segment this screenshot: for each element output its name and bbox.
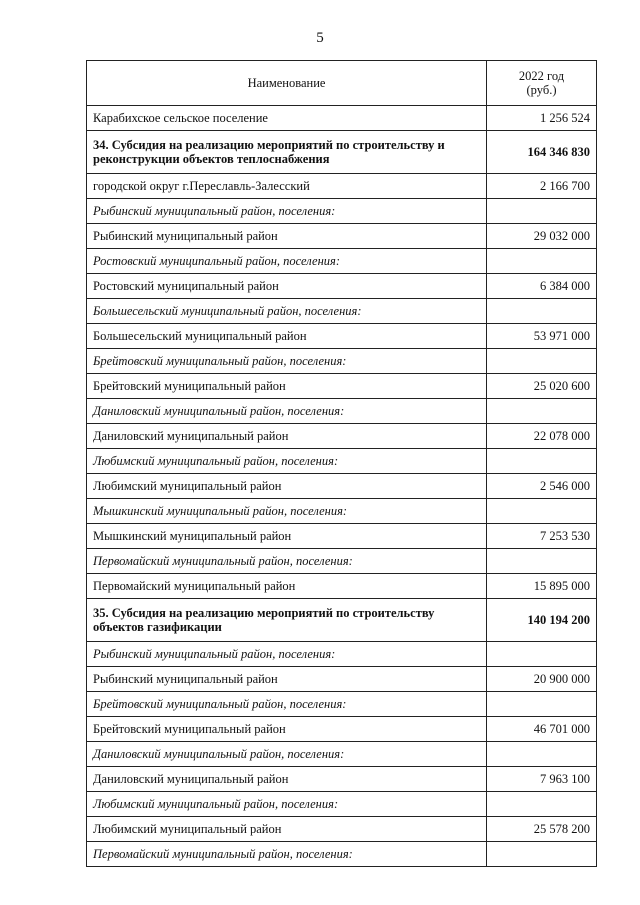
budget-table	[86, 60, 597, 867]
row-name: Рыбинский муниципальный район, поселения:	[87, 199, 487, 224]
row-value: 2 546 000	[487, 474, 597, 499]
row-name: Даниловский муниципальный район, поселения:	[87, 742, 487, 767]
row-value	[487, 842, 597, 867]
table-row	[87, 249, 597, 274]
table-row	[87, 842, 597, 867]
row-name: Любимский муниципальный район, поселения:	[87, 449, 487, 474]
table-row	[87, 549, 597, 574]
row-value	[487, 742, 597, 767]
row-name: Даниловский муниципальный район	[87, 424, 487, 449]
row-name: Рыбинский муниципальный район	[87, 224, 487, 249]
table-row	[87, 599, 597, 642]
table-row	[87, 324, 597, 349]
row-name: Первомайский муниципальный район, поселения:	[87, 842, 487, 867]
row-name: Большесельский муниципальный район, поселения:	[87, 299, 487, 324]
table-body	[87, 106, 597, 867]
table-row	[87, 131, 597, 174]
table-row	[87, 374, 597, 399]
row-name: Любимский муниципальный район	[87, 817, 487, 842]
table-row	[87, 424, 597, 449]
table-row	[87, 399, 597, 424]
row-name: Любимский муниципальный район	[87, 474, 487, 499]
row-name: Первомайский муниципальный район, поселения:	[87, 549, 487, 574]
table-row	[87, 817, 597, 842]
row-name: Даниловский муниципальный район	[87, 767, 487, 792]
table-row	[87, 274, 597, 299]
table-row	[87, 106, 597, 131]
table-row	[87, 792, 597, 817]
table-header-row	[87, 61, 597, 106]
row-value: 25 020 600	[487, 374, 597, 399]
row-value: 140 194 200	[487, 599, 597, 642]
table-row	[87, 499, 597, 524]
row-value: 20 900 000	[487, 667, 597, 692]
row-name: Первомайский муниципальный район	[87, 574, 487, 599]
row-value	[487, 299, 597, 324]
row-value: 46 701 000	[487, 717, 597, 742]
table-row	[87, 174, 597, 199]
row-value	[487, 692, 597, 717]
row-value: 1 256 524	[487, 106, 597, 131]
row-name: Карабихское сельское поселение	[87, 106, 487, 131]
row-name: Рыбинский муниципальный район, поселения:	[87, 642, 487, 667]
header-year: 2022 год (руб.)	[487, 61, 597, 106]
table-row	[87, 667, 597, 692]
row-name: Брейтовский муниципальный район, поселения:	[87, 349, 487, 374]
row-value	[487, 449, 597, 474]
row-name: Любимский муниципальный район, поселения:	[87, 792, 487, 817]
row-value: 53 971 000	[487, 324, 597, 349]
table-row	[87, 299, 597, 324]
row-name: Ростовский муниципальный район, поселения:	[87, 249, 487, 274]
table-row	[87, 742, 597, 767]
row-value	[487, 399, 597, 424]
table-row	[87, 349, 597, 374]
table-row	[87, 574, 597, 599]
table-row	[87, 199, 597, 224]
table-row	[87, 642, 597, 667]
row-value: 7 253 530	[487, 524, 597, 549]
row-value: 2 166 700	[487, 174, 597, 199]
row-value	[487, 249, 597, 274]
table-row	[87, 717, 597, 742]
row-name: Мышкинский муниципальный район	[87, 524, 487, 549]
row-name: Даниловский муниципальный район, поселения:	[87, 399, 487, 424]
row-name: Брейтовский муниципальный район	[87, 374, 487, 399]
row-value: 15 895 000	[487, 574, 597, 599]
row-value: 22 078 000	[487, 424, 597, 449]
row-value	[487, 642, 597, 667]
page-number: 5	[316, 30, 324, 46]
row-name: Рыбинский муниципальный район	[87, 667, 487, 692]
row-value: 164 346 830	[487, 131, 597, 174]
row-name: 34. Субсидия на реализацию мероприятий по строительству и реконструкции объектов теплоснабжения	[87, 131, 487, 174]
row-value: 6 384 000	[487, 274, 597, 299]
header-name: Наименование	[87, 61, 487, 106]
row-value	[487, 792, 597, 817]
row-name: Большесельский муниципальный район	[87, 324, 487, 349]
row-name: 35. Субсидия на реализацию мероприятий по строительству объектов газификации	[87, 599, 487, 642]
row-value: 7 963 100	[487, 767, 597, 792]
row-name: Брейтовский муниципальный район	[87, 717, 487, 742]
table-row	[87, 767, 597, 792]
table-row	[87, 224, 597, 249]
row-name: Ростовский муниципальный район	[87, 274, 487, 299]
row-value: 25 578 200	[487, 817, 597, 842]
row-value	[487, 349, 597, 374]
table-row	[87, 449, 597, 474]
table-row	[87, 474, 597, 499]
row-name: Мышкинский муниципальный район, поселения:	[87, 499, 487, 524]
row-name: городской округ г.Переславль-Залесский	[87, 174, 487, 199]
table-row	[87, 524, 597, 549]
row-name: Брейтовский муниципальный район, поселения:	[87, 692, 487, 717]
row-value	[487, 549, 597, 574]
row-value: 29 032 000	[487, 224, 597, 249]
row-value	[487, 499, 597, 524]
table-row	[87, 692, 597, 717]
row-value	[487, 199, 597, 224]
